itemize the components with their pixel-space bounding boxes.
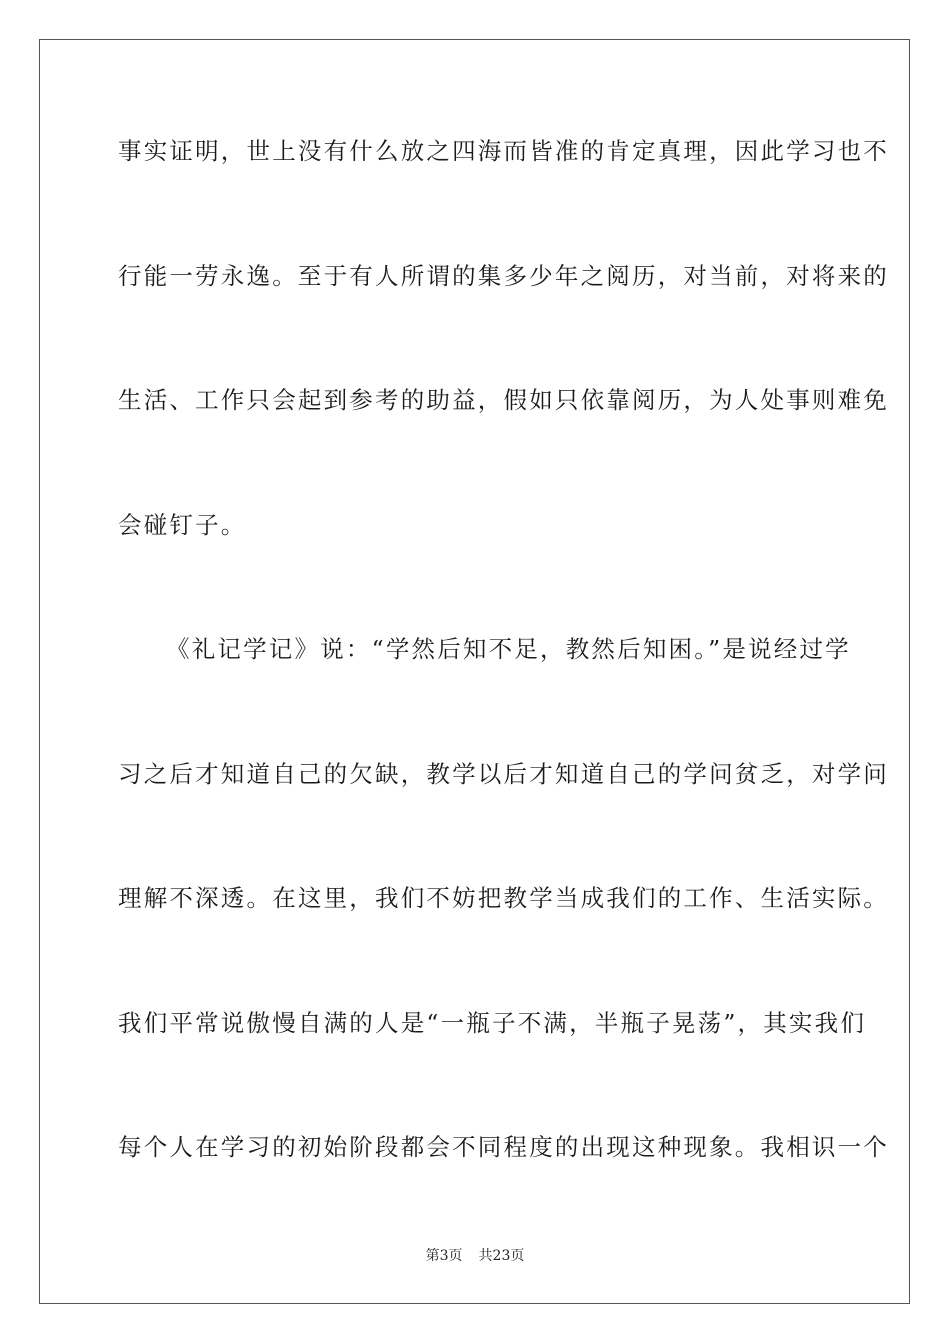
text-line: 我们平常说傲慢自满的人是“一瓶子不满，半瓶子晃荡”，其实我们: [118, 1009, 867, 1037]
paragraph-first-line: 《礼记学记》说：“学然后知不足，教然后知困。”是说经过学: [166, 635, 851, 663]
page-footer: [0, 1247, 950, 1265]
text-line: 生活、工作只会起到参考的助益，假如只依靠阅历，为人处事则难免: [118, 386, 889, 414]
text-line: 每个人在学习的初始阶段都会不同程度的出现这种现象。我相识一个: [118, 1133, 889, 1161]
text-line: 会碰钉子。: [118, 511, 247, 539]
page-number: 第3页: [425, 1248, 463, 1264]
text-line: 习之后才知道自己的欠缺，教学以后才知道自己的学问贫乏，对学问: [118, 760, 889, 788]
text-line: 理解不深透。在这里，我们不妨把教学当成我们的工作、生活实际。: [118, 884, 889, 912]
page-border: [39, 39, 910, 1304]
text-line: 行能一劳永逸。至于有人所谓的集多少年之阅历，对当前，对将来的: [118, 262, 889, 290]
text-line: 事实证明，世上没有什么放之四海而皆准的肯定真理，因此学习也不: [118, 137, 889, 165]
page-total: 共23页: [478, 1248, 525, 1264]
